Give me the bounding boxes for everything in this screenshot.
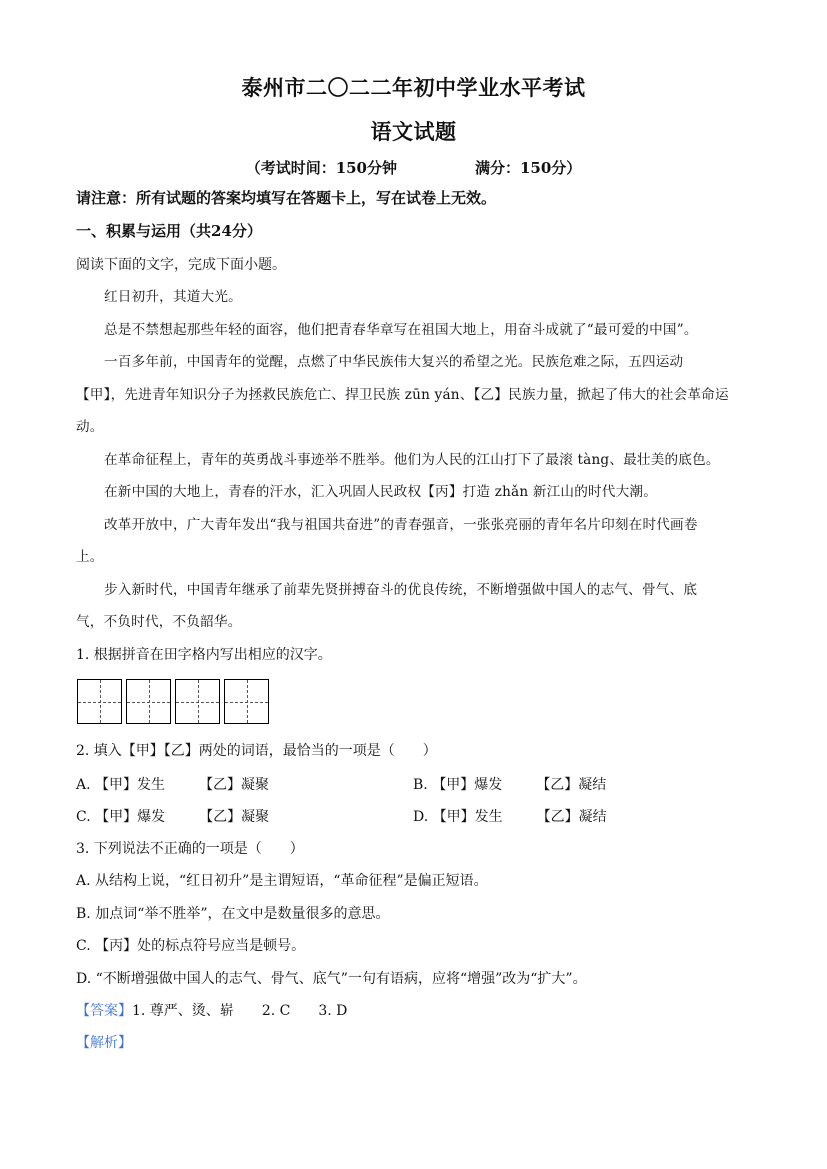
- q2-option-c[interactable]: [76, 806, 269, 826]
- tianzige-cell[interactable]: [126, 679, 171, 724]
- answer-tag: 【答案】: [76, 1003, 132, 1019]
- q2-option-c-part1: C. 【甲】爆发: [76, 809, 166, 825]
- tianzige-cell[interactable]: [77, 679, 122, 724]
- passage-p1: 红日初升，其道大光。: [104, 289, 242, 305]
- tianzige-grid: [77, 679, 273, 724]
- answer-1: 1. 尊严、烫、崭: [132, 1003, 234, 1019]
- passage-p7b: 气，不负时代，不负韶华。: [76, 614, 242, 630]
- tianzige-cell[interactable]: [175, 679, 220, 724]
- question-2: 2. 填入【甲】【乙】两处的词语，最恰当的一项是（ ）: [76, 743, 437, 759]
- q2-option-a-part2: 【乙】凝聚: [199, 777, 270, 793]
- q2-option-d-part2: 【乙】凝结: [536, 809, 607, 825]
- q2-option-b[interactable]: [413, 774, 606, 794]
- passage-p3a: 一百多年前，中国青年的觉醒，点燃了中华民族伟大复兴的希望之光。民族危难之际，五四运动: [104, 354, 684, 370]
- passage-p4: 在革命征程上，青年的英勇战斗事迹举不胜举。他们为人民的江山打下了最滚 tàng、最壮美的底色。: [104, 452, 720, 468]
- section-heading: 一、积累与运用（共24分）: [76, 222, 262, 240]
- passage-p2: 总是不禁想起那些年轻的面容，他们把青春华章写在祖国大地上，用奋斗成就了“最可爱的中国”。: [104, 322, 698, 338]
- section-intro: 阅读下面的文字，完成下面小题。: [76, 257, 286, 273]
- tianzige-cell[interactable]: [224, 679, 269, 724]
- question-1: 1. 根据拼音在田字格内写出相应的汉字。: [76, 647, 332, 663]
- q2-option-b-part1: B. 【甲】爆发: [413, 777, 503, 793]
- q3-option-d[interactable]: D. “不断增强做中国人的志气、骨气、底气”一句有语病，应将“增强”改为“扩大”。: [76, 971, 587, 987]
- q2-option-d-part1: D. 【甲】发生: [413, 809, 503, 825]
- q2-option-a[interactable]: [76, 774, 269, 794]
- passage-p3b: 【甲】，先进青年知识分子为拯救民族危亡、捍卫民族 zūn yán、【乙】民族力量，掀起了伟大的社会革命运: [76, 387, 729, 403]
- q2-option-d[interactable]: [413, 806, 607, 826]
- answer-2: 2. C: [261, 1003, 291, 1019]
- passage-p5: 在新中国的大地上，青春的汗水，汇入巩固人民政权【丙】打造 zhǎn 新江山的时代大潮。: [104, 484, 657, 500]
- answer-3: 3. D: [318, 1003, 348, 1019]
- passage-p6b: 上。: [76, 549, 104, 565]
- passage-p3c: 动。: [76, 419, 104, 435]
- passage-p6a: 改革开放中，广大青年发出“我与祖国共奋进”的青春强音，一张张亮丽的青年名片印刻在时代画卷: [104, 517, 698, 533]
- answer-line: [76, 1001, 347, 1021]
- q3-option-b[interactable]: B. 加点词“举不胜举”，在文中是数量很多的意思。: [76, 906, 390, 922]
- exam-meta: [0, 157, 827, 178]
- question-3: 3. 下列说法不正确的一项是（ ）: [76, 841, 304, 857]
- exam-time: （考试时间：150分钟: [245, 159, 397, 177]
- q2-option-a-part1: A. 【甲】发生: [76, 777, 166, 793]
- q3-option-c[interactable]: C. 【丙】处的标点符号应当是顿号。: [76, 938, 306, 954]
- q2-option-b-part2: 【乙】凝结: [536, 777, 607, 793]
- q3-option-a[interactable]: A. 从结构上说，“红日初升”是主谓短语，“革命征程”是偏正短语。: [76, 873, 488, 889]
- passage-p7a: 步入新时代，中国青年继承了前辈先贤拼搏奋斗的优良传统，不断增强做中国人的志气、骨气、底: [104, 582, 698, 598]
- analysis-tag: 【解析】: [76, 1035, 132, 1051]
- exam-title: 泰州市二〇二二年初中学业水平考试: [241, 75, 586, 100]
- exam-score: 满分：150分）: [475, 159, 582, 177]
- q2-option-c-part2: 【乙】凝聚: [199, 809, 270, 825]
- subject-title: 语文试题: [370, 119, 457, 144]
- notice: 请注意：所有试题的答案均填写在答题卡上，写在试卷上无效。: [76, 189, 497, 207]
